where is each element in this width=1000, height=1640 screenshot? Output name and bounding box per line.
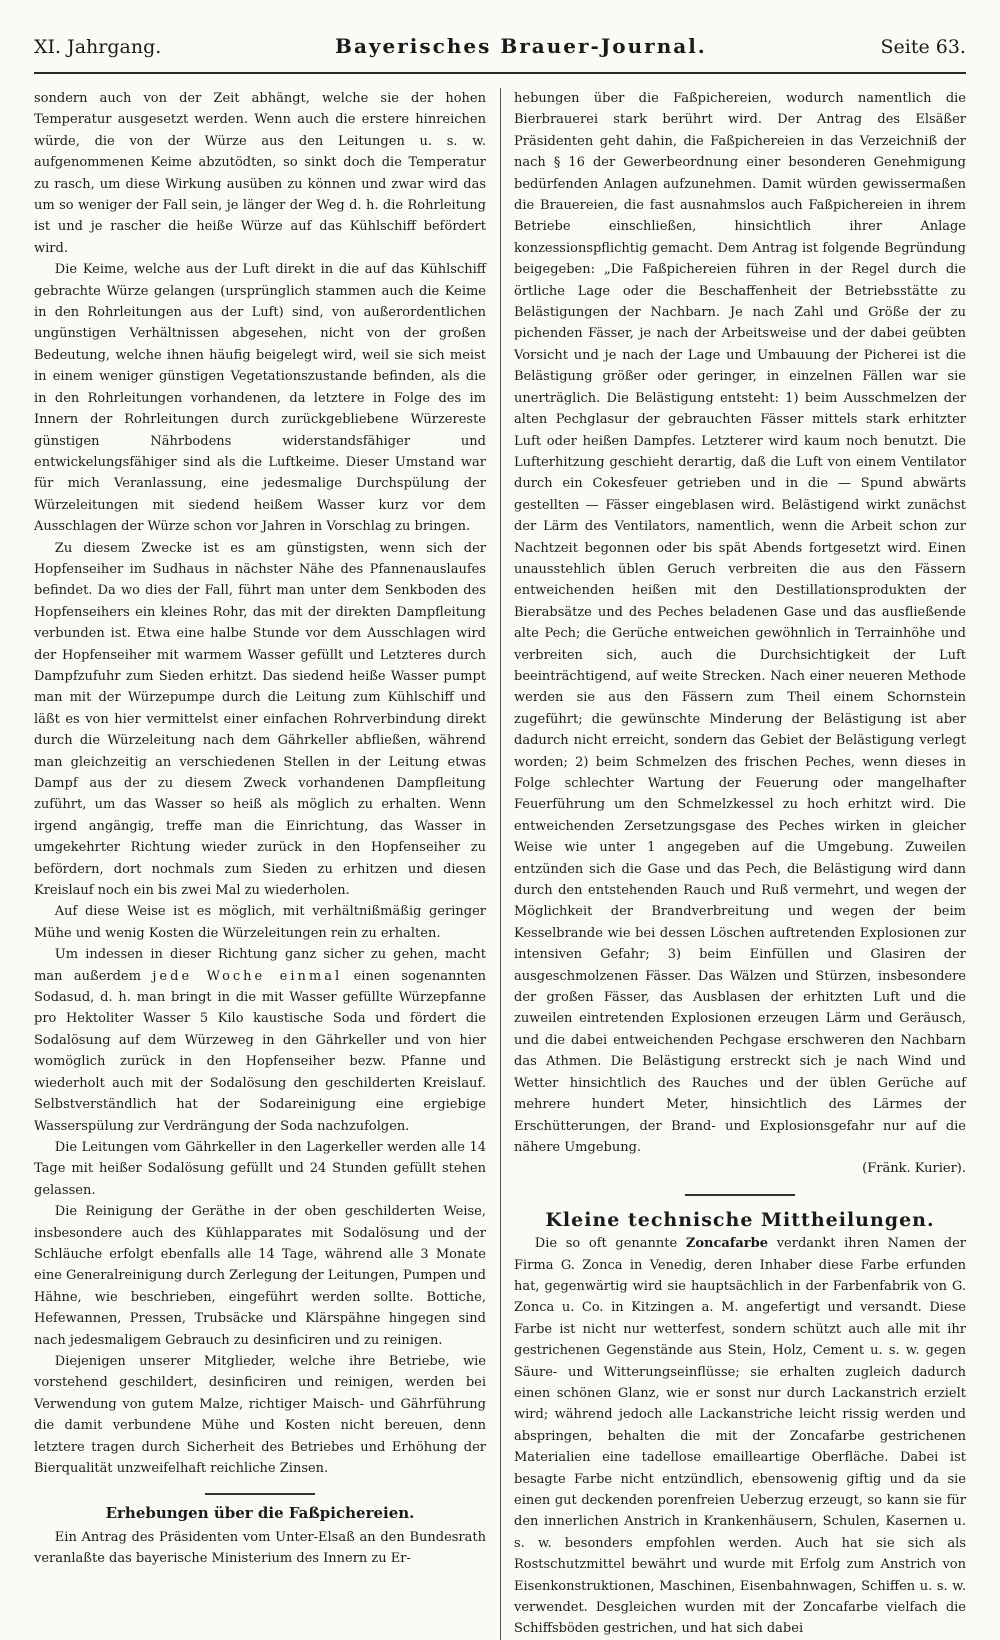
paragraph: Ein Antrag des Präsidenten vom Unter-Elsaß an den Bundesrath veranlaßte das bayerische Ministerium des Innern zu Er- <box>34 1529 486 1567</box>
section-rule <box>685 1194 795 1196</box>
paragraph <box>514 1233 966 1640</box>
emphasized-text: jede Woche einmal <box>152 968 343 984</box>
section-heading: Erhebungen über die Faßpichereien. <box>105 1504 415 1523</box>
paragraph: Auf diese Weise ist es möglich, mit verhältnißmäßig geringer Mühe und wenig Kosten die Würzeleitungen rein zu erhalten. <box>34 904 486 941</box>
volume-label: XI. Jahrgang. <box>34 36 162 58</box>
paragraph: Die Reinigung der Geräthe in der oben geschilderten Weise, insbesondere auch des Kühlapparates mit Sodalösung und der Schläuche erfolgt ebenfalls alle 14 Tage, während alle 3 Monate eine Generalreinigung durch Zerlegung der Leitungen, Pumpen und Hähne, wie beschrieben, eingeführt werden sollte. Bottiche, Hefewannen, Pressen, Trubsäcke und Klärspähne hingegen sind nach jedesmaligem Gebrauch zu desinficiren und zu reinigen. <box>34 1204 486 1348</box>
paragraph: sondern auch von der Zeit abhängt, welche sie der hohen Temperatur ausgesetzt werden. Wenn auch die erstere hinreichen würde, die von der Würze aus den Leitungen u. s. w. aufgenommenen Keime abzutödten, so sinkt doch die Temperatur zu rasch, um diese Wirkung ausüben zu können und zwar wird das um so weniger der Fall sein, je länger der Weg d. h. die Rohrleitung ist und je rascher die heiße Würze auf das Kühlschiff befördert wird. <box>34 91 486 256</box>
paragraph-text: Um indessen in dieser Richtung ganz sicher zu gehen, macht man außerdem <box>34 947 486 984</box>
section-heading: Kleine technische Mittheilungen. <box>545 1208 935 1231</box>
section-rule <box>205 1493 315 1495</box>
page-header <box>34 34 966 74</box>
column-divider <box>500 88 501 1640</box>
paragraph: hebungen über die Faßpichereien, wodurch namentlich die Bierbrauerei stark berührt wird. Der Antrag des Elsäßer Präsidenten geht dahin, die Faßpichereien in das Verzeichniß der nach § 16 der Gewerbeordnung einer besonderen Genehmigung bedürfenden Anlagen aufzunehmen. Damit würden gewissermaßen die Brauereien, die fast ausnahmslos auch Faßpichereien in ihrem Betriebe einschließen, hinsichtlich ihrer Anlage konzessionspflichtig gemacht. Dem Antrag ist folgende Begründung beigegeben: „Die Faßpichereien führen in der Regel durch die örtliche Lage oder die Beschaffenheit der Betriebsstätte zu Belästigungen der Nachbarn. Je nach Zahl und Größe der zu pichenden Fässer, je nach der Arbeitsweise und der dabei geübten Vorsicht und je nach der Lage und Umbauung der Picherei ist die Belästigung größer oder geringer, in einzelnen Fällen war sie unerträglich. Die Belästigung entsteht: 1) beim Ausschmelzen der alten Pechglasur der gebrauchten Fässer mittels stark erhitzter Luft oder heißen Dampfes. Letzterer wird kaum noch benutzt. Die Lufterhitzung geschieht derartig, daß die Luft von einem Ventilator durch ein Cokesfeuer getrieben und in die — Spund abwärts gestellten — Fässer eingeblasen wird. Belästigend wirkt zunächst der Lärm des Ventilators, namentlich, wenn die Arbeit schon zur Nachtzeit begonnen oder bis spät Abends fortgesetzt wird. Einen unausstehlich üblen Geruch verbreiten die aus den Fässern entweichenden heißen mit den Destillationsprodukten der Bierabsätze und des Peches beladenen Gase und das ausfließende alte Pech; die Gerüche entweichen gewöhnlich in Terrainhöhe und verbreiten sich, auch die Durchsichtigkeit der Luft beeinträchtigend, auf weite Strecken. Nach einer neueren Methode werden sie aus den Fässern zum Theil einem Schornstein zugeführt; die gewünschte Minderung der Belästigung ist aber dadurch nicht erreicht, sondern das Gebiet der Belästigung verlegt worden; 2) beim Schmelzen des frischen Peches, wenn dieses in Folge schlechter Wartung der Feuerung oder mangelhafter Feuerführung um den Schmelzkessel zu hoch erhitzt wird. Die entweichenden Zersetzungsgase des Peches wirken in gleicher Weise wie unter 1 angegeben auf die Umgebung. Zuweilen entzünden sich die Gase und das Pech, die Belästigung wird dann durch den entstehenden Rauch und Ruß vermehrt, und wegen der Möglichkeit der Brandverbreitung und wegen der beim Kesselbrande wie bei dessen Löschen auftretenden Explosionen zur intensiven Gefahr; 3) beim Einfüllen und Glasiren der ausgeschmolzenen Fässer. Das Wälzen und Stürzen, insbesondere der großen Fässer, das Ausblasen der erhitzten Luft und die zuweilen eintretenden Explosionen erzeugen Lärm und Geräusch, und die dabei entweichenden Pechgase erschweren den Nachbarn das Athmen. Die Belästigung erstreckt sich je nach Wind und Wetter hinsichtlich des Rauches und der üblen Gerüche auf mehrere hundert Meter, hinsichtlich des Lärmes der Erschütterungen, der Brand- und Explosionsgefahr nur auf die nähere Umgebung. <box>514 91 966 1155</box>
paragraph-text: Die so oft genannte <box>534 1236 678 1252</box>
emphasized-text: Zoncafarbe <box>685 1236 769 1252</box>
paragraph <box>34 944 486 1137</box>
left-column <box>34 88 486 1640</box>
source-citation: (Fränk. Kurier). <box>862 1161 966 1177</box>
paragraph-text: einen sogenannten Sodasud, d. h. man bringt in die mit Wasser gefüllte Würzepfanne pro Hektoliter Wasser 5 Kilo kaustische Soda und fördert die Sodalösung auf dem Würzeweg in den Gährkeller und von hier womöglich zurück in den Hopfenseiher bezw. Pfanne und wiederholt auch mit der Sodalösung den geschilderten Kreislauf. Selbstverständlich hat der Sodareinigung eine ergiebige Wasserspülung zur Verdrängung der Soda nachzufolgen. <box>34 968 487 1134</box>
page-number: Seite 63. <box>880 36 966 58</box>
paragraph: Diejenigen unserer Mitglieder, welche ihre Betriebe, wie vorstehend geschildert, desinficiren und reinigen, werden bei Verwendung von gutem Malze, richtiger Maisch- und Gährführung die damit verbundene Mühe und Kosten nicht bereuen, denn letztere tragen durch Sicherheit des Betriebes und Erhöhung der Bierqualität unzweifelhaft reichliche Zinsen. <box>34 1353 486 1476</box>
text-columns <box>34 88 966 1640</box>
paragraph: Die Keime, welche aus der Luft direkt in die auf das Kühlschiff gebrachte Würze gelangen (ursprünglich stammen auch die Keime in den Rohrleitungen aus der Luft) sind, von außerordentlichen ungünstigen Verhältnissen abgesehen, nicht von der großen Bedeutung, welche ihnen häufig beigelegt wird, weil sie sich meist in einem weniger günstigen Vegetationszustande befinden, als die in den Rohrleitungen vorhandenen, da letztere in Folge des im Innern der Rohrleitungen durch zurückgebliebene Würzereste günstigen Nährbodens widerstandsfähiger und entwickelungsfähiger sind als die Luftkeime. Dieser Umstand war für mich Veranlassung, eine jedesmalige Durchspülung der Würzeleitungen mit siedend heißem Wasser kurz vor dem Ausschlagen der Würze schon vor Jahren in Vorschlag zu bringen. <box>34 262 486 535</box>
paragraph: Die Leitungen vom Gährkeller in den Lagerkeller werden alle 14 Tage mit heißer Sodalösung gefüllt und 24 Stunden gefüllt stehen gelassen. <box>34 1139 486 1198</box>
paragraph-text: verdankt ihren Namen der Firma G. Zonca in Venedig, deren Inhaber diese Farbe erfunden hat, gegenwärtig wird sie hauptsächlich in der Farbenfabrik von G. Zonca u. Co. in Kitzingen a. M. angefertigt und versandt. Diese Farbe ist nicht nur wetterfest, sondern schützt auch alle mit ihr gestrichenen Gegenstände aus Stein, Holz, Cement u. s. w. gegen Säure- und Witterungseinflüsse; sie erhalten zugleich dadurch einen schönen Glanz, wie er sonst nur durch Lackanstrich erzielt wird; während jedoch alle Lackanstriche leicht rissig werden und abspringen, behalten die mit der Zoncafarbe gestrichenen Materialien eine tadellose emailleartige Oberfläche. Dabei ist besagte Farbe nicht entzündlich, ebensowenig giftig und da sie einen gut deckenden porenfreien Ueberzug erzeugt, so kann sie für den innerlichen Anstrich in Krankenhäusern, Schulen, Kasernen u. s. w. besonders empfohlen werden. Auch hat sie sich als Rostschutzmittel bewährt und wurde mit Erfolg zum Anstrich von Eisenkonstruktionen, Maschinen, Eisenbahnwagen, Schiffen u. s. w. verwendet. Desgleichen wurden mit der Zoncafarbe vielfach die Schiffsböden gestrichen, und hat sich dabei <box>514 1236 966 1637</box>
right-column <box>514 88 966 1640</box>
paragraph: Zu diesem Zwecke ist es am günstigsten, wenn sich der Hopfenseiher im Sudhaus in nächster Nähe des Pfannenauslaufes befindet. Da wo dies der Fall, führt man unter dem Senkboden des Hopfenseihers ein kleines Rohr, das mit der direkten Dampfleitung verbunden ist. Etwa eine halbe Stunde vor dem Ausschlagen wird der Hopfenseiher mit warmem Wasser gefüllt und Letzteres durch Dampfzufuhr zum Sieden erhitzt. Das siedend heiße Wasser pumpt man mit der Würzepumpe durch die Leitung zum Kühlschiff und läßt es von hier vermittelst einer einfachen Rohrverbindung direkt durch die Würzeleitung nach dem Gährkeller abfließen, während man gleichzeitig an verschiedenen Stellen in der Leitung etwas Dampf aus der zu diesem Zweck vorhandenen Dampfleitung zuführt, um das Wasser so heiß als möglich zu erhalten. Wenn irgend angängig, treffe man die Einrichtung, das Wasser in umgekehrter Richtung wieder zurück in den Hopfenseiher zu befördern, dort nochmals zum Sieden zu erhitzen und diesen Kreislauf noch ein bis zwei Mal zu wiederholen. <box>34 540 486 899</box>
journal-title: Bayerisches Brauer-Journal. <box>335 34 707 58</box>
